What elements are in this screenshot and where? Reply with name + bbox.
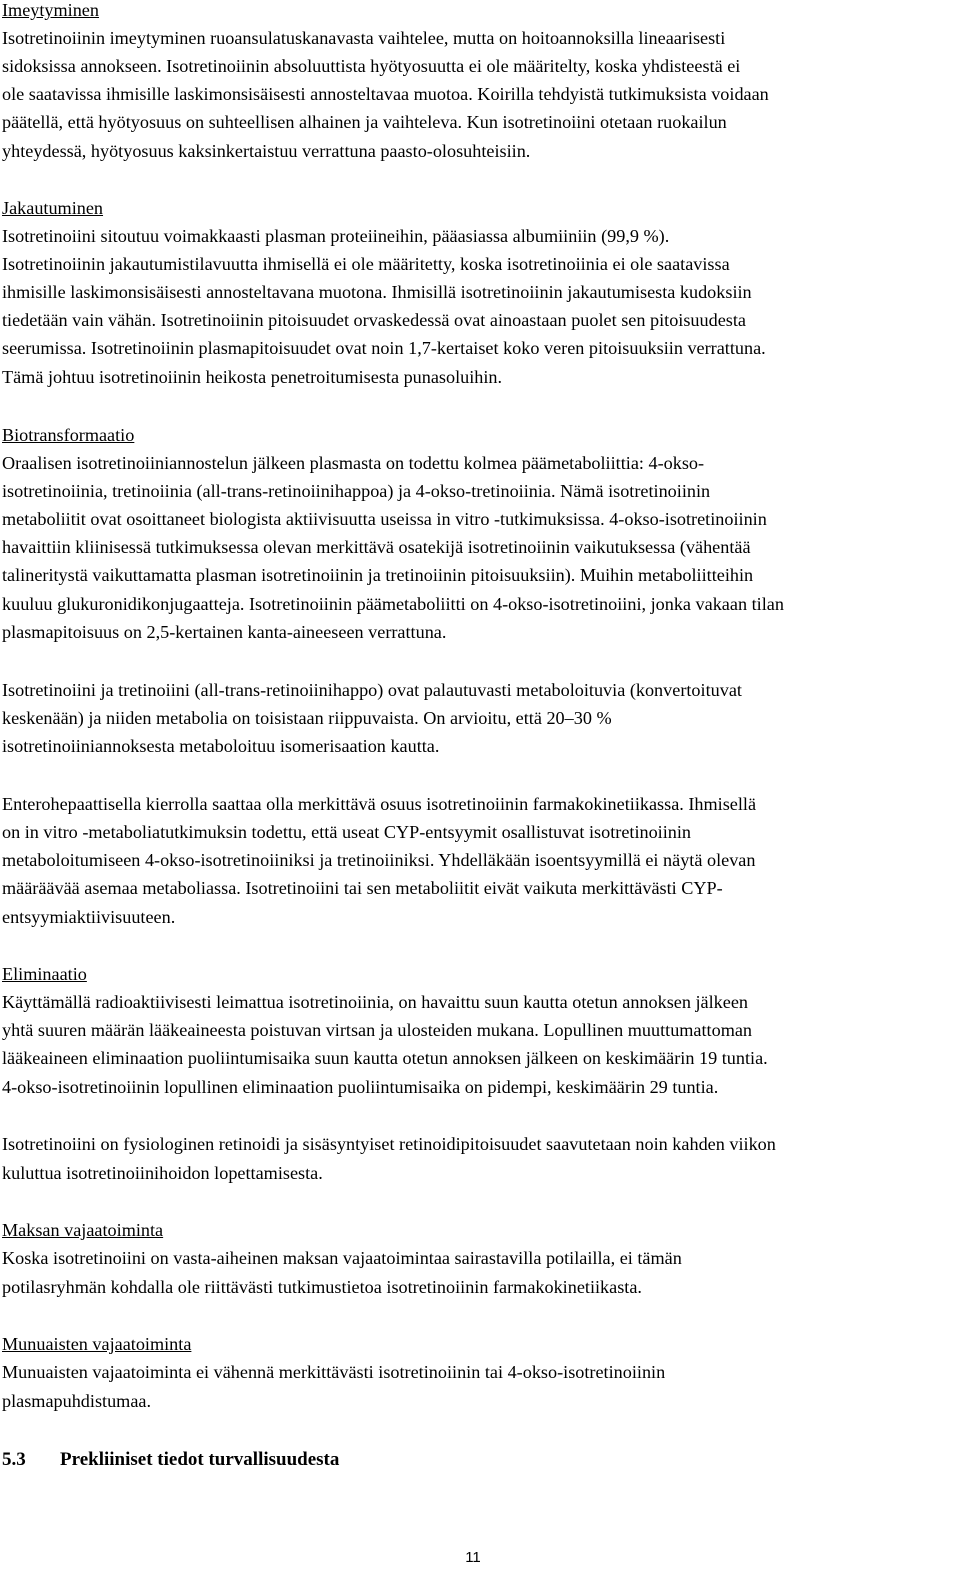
section-title xyxy=(2,1447,339,1473)
section-number: 5.3 xyxy=(2,1449,26,1470)
paragraph-line: ihmisille laskimonsisäisesti annosteltavana muotona. Ihmisillä isotretinoiinin jakautumisesta kudoksiin xyxy=(2,282,752,302)
paragraph-line: sidoksissa annokseen. Isotretinoiinin absoluuttista hyötyosuutta ei ole määritelty, koska yhdisteestä ei xyxy=(2,56,741,76)
paragraph-line: kuluttua isotretinoiinihoidon lopettamisesta. xyxy=(2,1163,323,1183)
paragraph-line: plasmapuhdistumaa. xyxy=(2,1391,152,1411)
paragraph-line: Tämä johtuu isotretinoiinin heikosta penetroitumisesta punasoluihin. xyxy=(2,367,503,387)
paragraph-line: määräävää asemaa metaboliassa. Isotretinoiini tai sen metaboliitit eivät vaikuta merkittävästi CYP- xyxy=(2,878,723,898)
paragraph-line: metaboliitit ovat osoittaneet biologista aktiivisuutta useissa in vitro -tutkimuksissa. 4-okso-isotretinoiinin xyxy=(2,509,767,529)
paragraph-line: tiedetään vain vähän. Isotretinoiinin pitoisuudet orvaskedessä ovat ainoastaan puolet sen pitoisuudesta xyxy=(2,310,746,330)
heading-maksan-vajaatoiminta: Maksan vajaatoiminta xyxy=(2,1220,164,1240)
paragraph-line: Isotretinoiinin jakautumistilavuutta ihmisellä ei ole määritetty, koska isotretinoiinia ei ole saatavissa xyxy=(2,254,730,274)
paragraph-line: yhtä suuren määrän lääkeaineesta poistuvan virtsan ja ulosteiden mukana. Lopullinen muuttumattoman xyxy=(2,1020,753,1040)
paragraph-line: Isotretinoiini sitoutuu voimakkaasti plasman proteiineihin, pääasiassa albumiiniin (99,9 %). xyxy=(2,226,670,246)
paragraph-line: Isotretinoiini ja tretinoiini (all-trans-retinoiinihappo) ovat palautuvasti metaboloituvia (konvertoituvat xyxy=(2,680,742,700)
paragraph-line: potilasryhmän kohdalla ole riittävästi tutkimustietoa isotretinoiinin farmakokinetiikasta. xyxy=(2,1277,642,1297)
paragraph-line: 4-okso-isotretinoiinin lopullinen eliminaation puoliintumisaika on pidempi, keskimäärin 29 tuntia. xyxy=(2,1077,719,1097)
paragraph-line: on in vitro -metaboliatutkimuksin todettu, että useat CYP-entsyymit osallistuvat isotretinoiinin xyxy=(2,822,692,842)
paragraph-line: lääkeaineen eliminaation puoliintumisaika suun kautta otetun annoksen jälkeen on keskimäärin 19 tuntia. xyxy=(2,1048,768,1068)
paragraph-line: isotretinoiinia, tretinoiinia (all-trans-retinoiinihappoa) ja 4-okso-tretinoiinia. Nämä isotretinoiinin xyxy=(2,481,711,501)
paragraph-line: Käyttämällä radioaktiivisesti leimattua isotretinoiinia, on havaittu suun kautta otetun annoksen jälkeen xyxy=(2,992,748,1012)
section-title-text: Prekliiniset tiedot turvallisuudesta xyxy=(60,1449,340,1470)
heading-munuaisten-vajaatoiminta: Munuaisten vajaatoiminta xyxy=(2,1334,192,1354)
paragraph-line: Isotretinoiinin imeytyminen ruoansulatuskanavasta vaihtelee, mutta on hoitoannoksilla lineaarisesti xyxy=(2,28,726,48)
heading-imeytyminen: Imeytyminen xyxy=(2,0,99,20)
paragraph-line: metaboloitumiseen 4-okso-isotretinoiiniksi ja tretinoiiniksi. Yhdelläkään isoentsyymillä ei näytä olevan xyxy=(2,850,756,870)
paragraph-line: ole saatavissa ihmisille laskimonsisäisesti annosteltavaa muotoa. Koirilla tehdyistä tutkimuksista voidaan xyxy=(2,84,769,104)
paragraph-line: päätellä, että hyötyosuus on suhteellisen alhainen ja vaihteleva. Kun isotretinoiini otetaan ruokailun xyxy=(2,112,727,132)
paragraph-line: kuuluu glukuronidikonjugaatteja. Isotretinoiinin päämetaboliitti on 4-okso-isotretinoiini, jonka vakaan tilan xyxy=(2,594,784,614)
heading-jakautuminen: Jakautuminen xyxy=(2,198,104,218)
paragraph-line: keskenään) ja niiden metabolia on toisistaan riippuvaista. On arvioitu, että 20–30 % xyxy=(2,708,612,728)
heading-biotransformaatio: Biotransformaatio xyxy=(2,425,135,445)
paragraph-line: havaittiin kliinisessä tutkimuksessa olevan merkittävä osatekijä isotretinoiinin vaikutuksessa (vähentää xyxy=(2,537,751,557)
paragraph-line: talineritystä vaikuttamatta plasman isotretinoiinin ja tretinoiinin pitoisuuksiin). Muihin metaboliitteihin xyxy=(2,565,754,585)
paragraph-line: isotretinoiiniannoksesta metaboloituu isomerisaation kautta. xyxy=(2,736,440,756)
paragraph-line: Isotretinoiini on fysiologinen retinoidi ja sisäsyntyiset retinoidipitoisuudet saavutetaan noin kahden viikon xyxy=(2,1134,776,1154)
paragraph-line: entsyymiaktiivisuuteen. xyxy=(2,907,176,927)
paragraph-line: yhteydessä, hyötyosuus kaksinkertaistuu verrattuna paasto-olosuhteisiin. xyxy=(2,141,531,161)
page-number: 11 xyxy=(465,1549,481,1566)
heading-eliminaatio: Eliminaatio xyxy=(2,964,87,984)
paragraph-line: Oraalisen isotretinoiiniannostelun jälkeen plasmasta on todettu kolmea päämetaboliittia: 4-okso- xyxy=(2,453,705,473)
paragraph-line: seerumissa. Isotretinoiinin plasmapitoisuudet ovat noin 1,7-kertaiset koko veren pitoisuuksiin verrattuna. xyxy=(2,338,766,358)
paragraph-line: plasmapitoisuus on 2,5-kertainen kanta-aineeseen verrattuna. xyxy=(2,622,447,642)
paragraph-line: Enterohepaattisella kierrolla saattaa olla merkittävä osuus isotretinoiinin farmakokinetiikassa. Ihmisellä xyxy=(2,794,757,814)
paragraph-line: Munuaisten vajaatoiminta ei vähennä merkittävästi isotretinoiinin tai 4-okso-isotretinoiinin xyxy=(2,1362,666,1382)
paragraph-line: Koska isotretinoiini on vasta-aiheinen maksan vajaatoimintaa sairastavilla potilailla, ei tämän xyxy=(2,1248,682,1268)
